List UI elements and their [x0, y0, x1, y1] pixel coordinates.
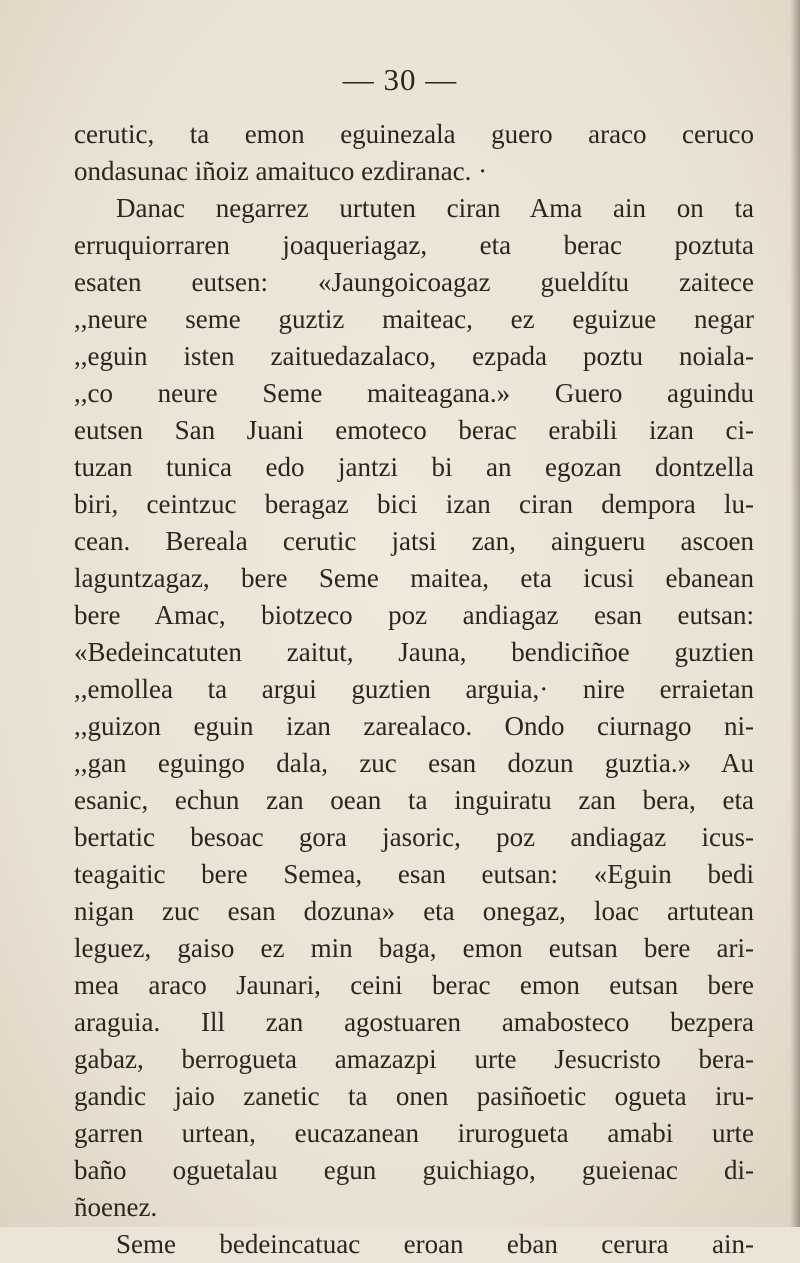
text-line: ñoenez.	[74, 1192, 158, 1222]
text-line: ,,emollea ta argui guztien arguia,· nire erraietan	[74, 674, 754, 704]
text-line: gabaz, berrogueta amazazpi urte Jesucristo bera-	[74, 1044, 754, 1074]
text-line: gandic jaio zanetic ta onen pasiñoetic ogueta iru-	[74, 1081, 754, 1111]
text-line: araguia. Ill zan agostuaren amabosteco bezpera	[74, 1007, 754, 1037]
page-edge-shadow	[790, 0, 800, 1227]
text-line: esanic, echun zan oean ta inguiratu zan bera, eta	[74, 785, 754, 815]
page-number: — 30 —	[342, 62, 458, 97]
text-line: ,,co neure Seme maiteagana.» Guero aguindu	[74, 378, 754, 408]
text-line: ondasunac iñoiz amaituco ezdiranac. ·	[74, 156, 488, 186]
text-line: bertatic besoac gora jasoric, poz andiagaz icus-	[74, 822, 754, 852]
text-line: baño oguetalau egun guichiago, gueienac di-	[74, 1155, 754, 1185]
text-line: laguntzagaz, bere Seme maitea, eta icusi ebanean	[74, 563, 754, 593]
text-line: esaten eutsen: «Jaungoicoagaz gueldítu zaitece	[74, 267, 754, 297]
text-line: eutsen San Juani emoteco berac erabili izan ci-	[74, 415, 754, 445]
text-line: nigan zuc esan dozuna» eta onegaz, loac artutean	[74, 896, 754, 926]
text-line: garren urtean, eucazanean irurogueta amabi urte	[74, 1118, 754, 1148]
text-line: ,,guizon eguin izan zarealaco. Ondo ciurnago ni-	[74, 711, 754, 741]
text-line: bere Amac, biotzeco poz andiagaz esan eutsan:	[74, 600, 754, 630]
text-line: biri, ceintzuc beragaz bici izan ciran dempora lu-	[74, 489, 754, 519]
text-line: cean. Bereala cerutic jatsi zan, aingueru ascoen	[74, 526, 754, 556]
text-line: ,,gan eguingo dala, zuc esan dozun guztia.» Au	[74, 748, 754, 778]
text-line: teagaitic bere Semea, esan eutsan: «Eguin bedi	[74, 859, 754, 889]
text-line: erruquiorraren joaqueriagaz, eta berac poztuta	[74, 230, 754, 260]
text-line: ,,eguin isten zaituedazalaco, ezpada poztu noiala-	[74, 341, 754, 371]
text-line: «Bedeincatuten zaitut, Jauna, bendiciñoe guztien	[74, 637, 754, 667]
text-line: Danac negarrez urtuten ciran Ama ain on ta	[116, 193, 754, 223]
body-text	[74, 116, 754, 1263]
text-line: cerutic, ta emon eguinezala guero araco ceruco	[74, 119, 754, 149]
text-line: leguez, gaiso ez min baga, emon eutsan bere ari-	[74, 933, 754, 963]
text-line: tuzan tunica edo jantzi bi an egozan dontzella	[74, 452, 754, 482]
text-line: mea araco Jaunari, ceini berac emon eutsan bere	[74, 970, 754, 1000]
text-line: Seme bedeincatuac eroan eban cerura ain-	[116, 1229, 754, 1259]
text-line: ,,neure seme guztiz maiteac, ez eguizue negar	[74, 304, 754, 334]
